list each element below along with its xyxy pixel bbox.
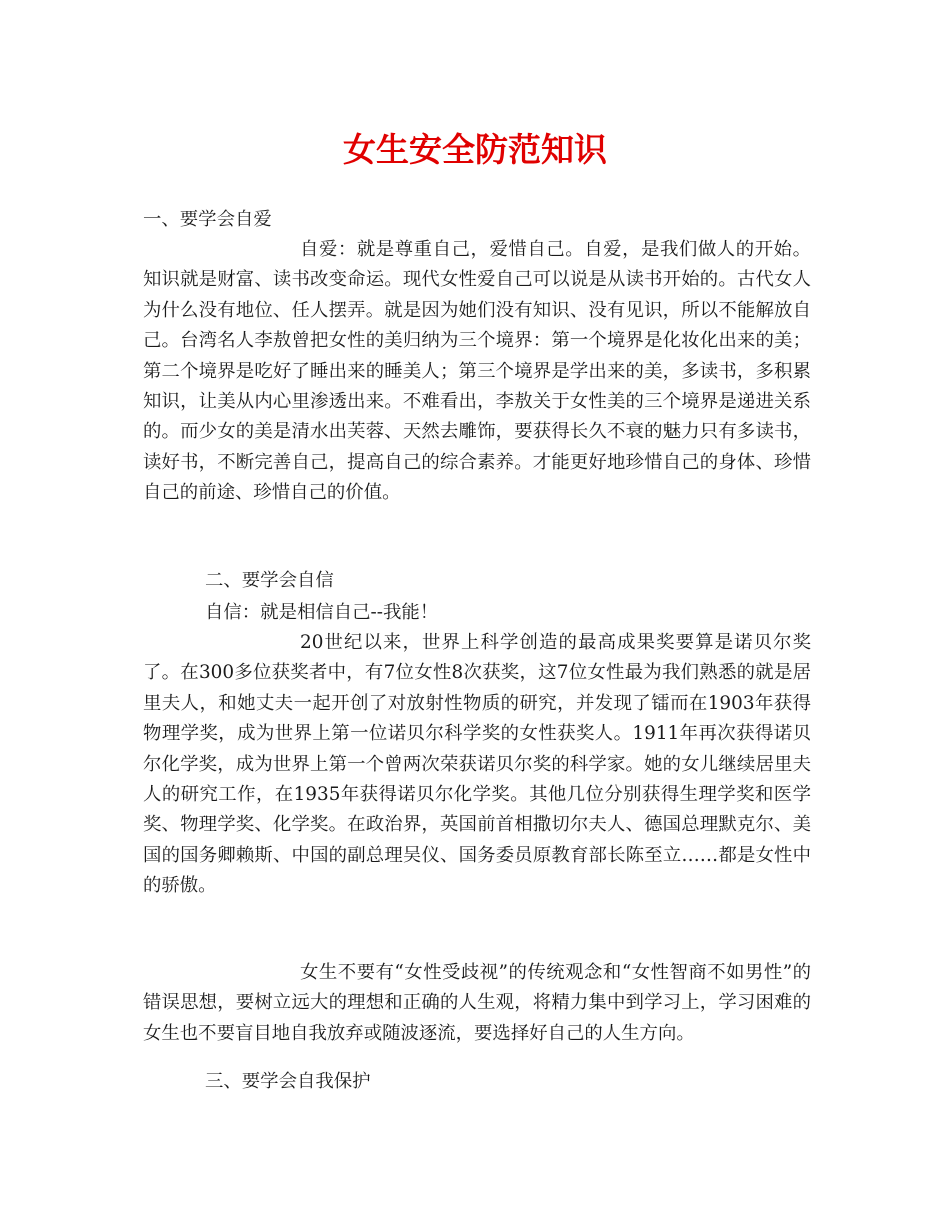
- section-2-definition: 自信：就是相信自己--我能！: [205, 602, 439, 623]
- document-title: 女生安全防范知识: [343, 130, 607, 169]
- section-2-paragraph-advice: 女生不要有“女性受歧视”的传统观念和“女性智商不如男性”的错误思想，要树立远大的理想和正确的人生观，将精力集中到学习上，学习困难的女生也不要盲目地自我放弃或随波逐流，要选择好自己的人生方向。: [143, 962, 811, 1044]
- section-2-paragraph-nobel: 20世纪以来，世界上科学创造的最高成果奖要算是诺贝尔奖了。在300多位获奖者中，有7位女性8次获奖，这7位女性最为我们熟悉的就是居里夫人，和她丈夫一起开创了对放射性物质的研究，并发现了镭而在1903年获得物理学奖，成为世界上第一位诺贝尔科学奖的女性获奖人。1911年再次获得诺贝尔化学奖，成为世界上第一个曾两次荣获诺贝尔奖的科学家。她的女儿继续居里夫人的研究工作，在1935年获得诺贝尔化学奖。其他几位分别获得生理学奖和医学奖、物理学奖、化学奖。在政治界，英国前首相撒切尔夫人、德国总理默克尔、美国的国务卿赖斯、中国的副总理吴仪、国务委员原教育部长陈至立……都是女性中的骄傲。: [143, 632, 811, 897]
- section-3-heading: 三、要学会自我保护: [205, 1071, 371, 1092]
- section-2-heading: 二、要学会自信: [205, 570, 334, 591]
- section-1-heading: 一、要学会自爱: [143, 209, 272, 230]
- section-1-paragraph: 自爱：就是尊重自己，爱惜自己。自爱，是我们做人的开始。知识就是财富、读书改变命运。现代女性爱自己可以说是从读书开始的。古代女人为什么没有地位、任人摆弄。就是因为她们没有知识、没有见识，所以不能解放自己。台湾名人李敖曾把女性的美归纳为三个境界：第一个境界是化妆化出来的美；第二个境界是吃好了睡出来的睡美人；第三个境界是学出来的美，多读书，多积累知识，让美从内心里渗透出来。不难看出，李敖关于女性美的三个境界是递进关系的。而少女的美是清水出芙蓉、天然去雕饰，要获得长久不衰的魅力只有多读书，读好书，不断完善自己，提高自己的综合素养。才能更好地珍惜自己的身体、珍惜自己的前途、珍惜自己的价值。: [143, 239, 811, 504]
